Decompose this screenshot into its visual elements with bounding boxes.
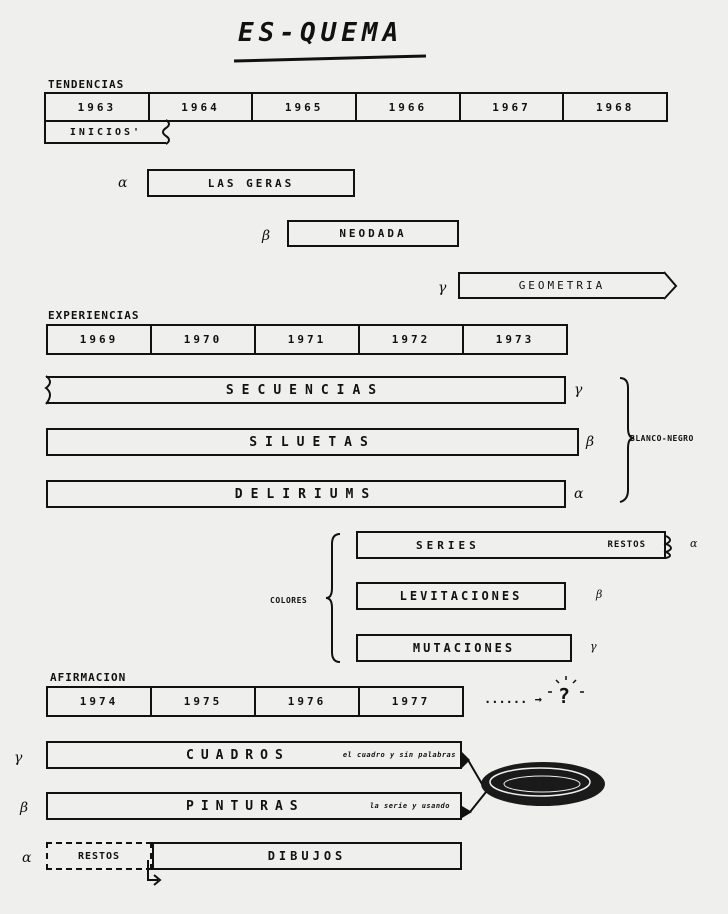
year-cell: 1977	[391, 695, 431, 708]
colores-bracket	[326, 534, 340, 662]
section-label-tendencias: TENDENCIAS	[48, 78, 125, 91]
greek-beta: β	[262, 228, 271, 244]
greek-gamma: γ	[574, 382, 583, 398]
question-mark: ?	[558, 684, 571, 708]
item-neodada: NEODADA	[287, 220, 459, 247]
year-cell: 1969	[48, 326, 152, 353]
item-siluetas: SILUETAS	[46, 428, 579, 456]
year-cell: 1973	[495, 333, 535, 346]
year-cell: 1974	[48, 688, 152, 715]
year-cell: 1965	[253, 94, 357, 120]
section-label-afirmacion: AFIRMACION	[50, 671, 127, 684]
blanco-negro-bracket	[620, 378, 634, 502]
year-cell: 1963	[46, 94, 150, 120]
restos-box: RESTOS	[46, 842, 152, 870]
greek-gamma: γ	[590, 640, 597, 653]
inicios-box: INICIOS'	[44, 120, 166, 144]
scribble-blob	[468, 760, 605, 812]
greek-beta: β	[586, 434, 595, 450]
restos-label: RESTOS	[607, 540, 646, 550]
section-label-experiencias: EXPERIENCIAS	[48, 309, 140, 322]
continuation-arrow: ...... →	[484, 692, 542, 706]
series-label: SERIES	[416, 538, 480, 552]
year-cell: 1968	[595, 100, 635, 114]
item-deliriums: DELIRIUMS	[46, 480, 566, 508]
year-cell: 1972	[360, 326, 464, 353]
greek-alpha: α	[22, 850, 32, 866]
year-cell: 1976	[256, 688, 360, 715]
bracket-label-colores: COLORES	[270, 596, 308, 605]
inicios-bracket	[163, 120, 169, 144]
greek-beta: β	[596, 588, 603, 601]
greek-gamma: γ	[14, 750, 23, 766]
greek-alpha: α	[690, 537, 698, 550]
bracket-label-blanco-negro: BLANCO-NEGRO	[630, 434, 694, 443]
item-las-geras: LAS GERAS	[147, 169, 355, 197]
greek-alpha: α	[118, 175, 128, 191]
year-cell: 1970	[152, 326, 256, 353]
year-cell: 1971	[256, 326, 360, 353]
year-cell: 1967	[461, 94, 565, 120]
year-cell: 1975	[152, 688, 256, 715]
pinturas-label: PINTURAS	[186, 798, 305, 814]
question-rays	[548, 676, 584, 692]
item-levitaciones: LEVITACIONES	[356, 582, 566, 610]
pinturas-note: la serie y usando	[369, 802, 450, 810]
cuadros-label: CUADROS	[186, 747, 290, 763]
greek-alpha: α	[574, 486, 584, 502]
item-dibujos: DIBUJOS	[152, 842, 462, 870]
year-cell: 1964	[150, 94, 254, 120]
item-secuencias: SECUENCIAS	[46, 376, 566, 404]
item-geometria: GEOMETRIA	[458, 272, 664, 299]
secuencias-left-bracket	[46, 376, 50, 404]
geometria-arrow	[664, 272, 676, 299]
item-mutaciones: MUTACIONES	[356, 634, 572, 662]
year-cell: 1966	[357, 94, 461, 120]
cuadros-note: el cuadro y sin palabras	[342, 751, 456, 759]
series-bracket	[666, 536, 671, 558]
greek-gamma: γ	[438, 280, 447, 296]
diagram-title: ES-QUEMA	[238, 18, 404, 48]
greek-beta: β	[20, 800, 29, 816]
